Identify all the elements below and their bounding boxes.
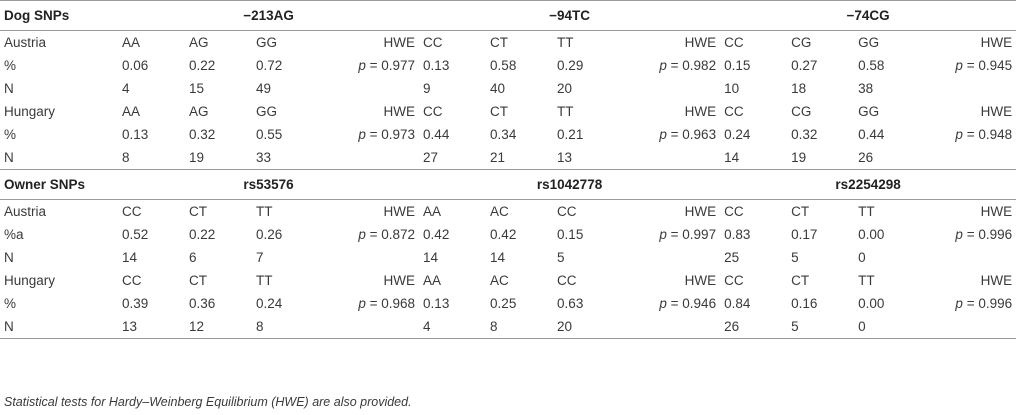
table-cell: CT — [189, 273, 207, 288]
dog-section-label: Dog SNPs — [0, 1, 118, 31]
table-cell: 4 — [122, 81, 130, 96]
table-cell: 0.42 — [490, 227, 517, 242]
table-cell: 18 — [791, 81, 807, 96]
hwe-label — [319, 146, 419, 170]
table-cell: 33 — [252, 146, 319, 170]
p-symbol: p — [358, 127, 366, 142]
table-cell: AG — [189, 35, 209, 50]
p-value-text: = 0.946 — [670, 296, 717, 311]
table-cell: CT — [791, 273, 810, 288]
hwe-p-value — [620, 223, 720, 246]
table-cell: 14 — [720, 146, 787, 170]
hwe-p-value — [319, 292, 419, 315]
table-cell: AA — [423, 273, 442, 288]
table-cell: AA — [122, 35, 141, 50]
row-label: N — [4, 81, 14, 96]
table-cell: 0.00 — [858, 227, 885, 242]
table-cell: CC — [724, 104, 744, 119]
table-cell: 0.15 — [557, 227, 584, 242]
table-cell: CG — [791, 35, 812, 50]
table-cell: 0.17 — [791, 227, 818, 242]
table-cell: CC — [724, 204, 744, 219]
table-cell: 19 — [787, 146, 854, 170]
hwe-p-value — [319, 54, 419, 77]
dog-gene-header: −213AG — [118, 1, 419, 31]
table-cell: 0.63 — [557, 296, 584, 311]
table-cell: CC — [724, 273, 744, 288]
p-value-text: = 0.996 — [966, 296, 1013, 311]
table-cell: 0.22 — [189, 58, 216, 73]
table-cell: TT — [557, 35, 574, 50]
table-cell: 5 — [557, 250, 565, 265]
hwe-label — [921, 315, 1016, 339]
hwe-label: HWE — [684, 273, 717, 288]
hwe-p-value — [921, 54, 1016, 77]
table-cell: CC — [557, 273, 577, 288]
table-row — [0, 292, 1016, 315]
hwe-p-value — [921, 223, 1016, 246]
hwe-label — [319, 77, 419, 100]
p-value-text: = 0.982 — [670, 58, 717, 73]
table-cell: 0.39 — [122, 296, 149, 311]
table-cell: CC — [122, 204, 142, 219]
table-cell: 0.72 — [256, 58, 283, 73]
table-row — [0, 31, 1016, 55]
p-value-text: = 0.872 — [369, 227, 416, 242]
table-cell: 9 — [423, 81, 431, 96]
owner-gene-header: rs53576 — [118, 170, 419, 200]
table-cell: TT — [858, 273, 875, 288]
hwe-label: HWE — [980, 273, 1013, 288]
table-cell: TT — [858, 204, 875, 219]
table-cell: AG — [189, 104, 209, 119]
hwe-label — [921, 77, 1016, 100]
p-symbol: p — [659, 127, 667, 142]
table-cell: AC — [490, 273, 509, 288]
table-cell: CT — [189, 204, 207, 219]
table-cell: 6 — [189, 250, 197, 265]
table-cell: GG — [858, 35, 880, 50]
table-cell: 0.52 — [122, 227, 149, 242]
table-cell: 0 — [854, 315, 921, 339]
hwe-label: HWE — [980, 204, 1013, 219]
table-cell: 0.26 — [256, 227, 283, 242]
dog-header-row — [0, 1, 1016, 31]
p-symbol: p — [659, 296, 667, 311]
table-cell: 10 — [724, 81, 740, 96]
table-cell: 0.83 — [724, 227, 751, 242]
table-cell: 21 — [486, 146, 553, 170]
table-cell: 26 — [720, 315, 787, 339]
table-row — [0, 77, 1016, 100]
table-row — [0, 269, 1016, 292]
p-value-text: = 0.997 — [670, 227, 717, 242]
hwe-p-value — [620, 123, 720, 146]
p-symbol: p — [358, 227, 366, 242]
table-cell: 0.00 — [858, 296, 885, 311]
table-cell: AA — [423, 204, 442, 219]
p-value-text: = 0.948 — [966, 127, 1013, 142]
p-symbol: p — [358, 296, 366, 311]
table-row — [0, 146, 1016, 170]
table-cell: 20 — [557, 81, 573, 96]
table-cell: 0.32 — [791, 127, 818, 142]
hwe-p-value — [319, 223, 419, 246]
table-cell: GG — [256, 35, 278, 50]
table-cell: 0.34 — [490, 127, 517, 142]
table-cell: GG — [256, 104, 278, 119]
hwe-label — [620, 146, 720, 170]
hwe-label — [319, 246, 419, 269]
hwe-label: HWE — [383, 273, 416, 288]
table-cell: 0.06 — [122, 58, 149, 73]
table-cell: 0.24 — [256, 296, 283, 311]
row-label: Hungary — [4, 273, 56, 288]
table-cell: 38 — [858, 81, 874, 96]
owner-gene-header: rs2254298 — [720, 170, 1016, 200]
table-cell: 40 — [490, 81, 506, 96]
table-cell: 0.22 — [189, 227, 216, 242]
owner-gene-header: rs1042778 — [419, 170, 720, 200]
row-label: % — [4, 296, 17, 311]
owner-section-label: Owner SNPs — [0, 170, 118, 200]
table-cell: 15 — [189, 81, 205, 96]
row-label: N — [0, 315, 118, 339]
table-cell: 49 — [256, 81, 272, 96]
table-cell: 0.58 — [490, 58, 517, 73]
p-symbol: p — [955, 227, 963, 242]
owner-header-row — [0, 170, 1016, 200]
p-value-text: = 0.977 — [369, 58, 416, 73]
hwe-label — [921, 246, 1016, 269]
table-cell: 0.44 — [858, 127, 885, 142]
table-cell: 0.25 — [490, 296, 517, 311]
hwe-label: HWE — [980, 35, 1013, 50]
table-cell: CC — [122, 273, 142, 288]
table-cell: 19 — [185, 146, 252, 170]
table-row — [0, 200, 1016, 224]
p-symbol: p — [659, 58, 667, 73]
hwe-label: HWE — [383, 35, 416, 50]
table-cell: 5 — [787, 315, 854, 339]
table-cell: 4 — [419, 315, 486, 339]
table-cell: 8 — [118, 146, 185, 170]
table-cell: 12 — [185, 315, 252, 339]
hwe-label — [620, 315, 720, 339]
table-cell: 0.13 — [122, 127, 149, 142]
row-label: %a — [4, 227, 24, 242]
hwe-label: HWE — [383, 104, 416, 119]
p-symbol: p — [955, 58, 963, 73]
dog-gene-header: −74CG — [720, 1, 1016, 31]
p-value-text: = 0.945 — [966, 58, 1013, 73]
hwe-label: HWE — [684, 104, 717, 119]
hwe-label: HWE — [684, 35, 717, 50]
table-cell: 5 — [791, 250, 799, 265]
table-cell: CT — [791, 204, 810, 219]
table-cell: 0.27 — [791, 58, 818, 73]
table-cell: 14 — [490, 250, 506, 265]
table-cell: 13 — [118, 315, 185, 339]
hwe-label — [921, 146, 1016, 170]
row-label: N — [4, 250, 14, 265]
table-row — [0, 223, 1016, 246]
table-cell: 14 — [423, 250, 439, 265]
p-value-text: = 0.996 — [966, 227, 1013, 242]
table-cell: CG — [791, 104, 812, 119]
table-cell: CT — [490, 104, 509, 119]
table-cell: 25 — [724, 250, 740, 265]
row-label: Hungary — [4, 104, 56, 119]
p-symbol: p — [659, 227, 667, 242]
table-cell: 0.44 — [423, 127, 450, 142]
table-cell: 26 — [854, 146, 921, 170]
table-cell: CC — [557, 204, 577, 219]
row-label: N — [0, 146, 118, 170]
p-value-text: = 0.973 — [369, 127, 416, 142]
table-cell: 0.16 — [791, 296, 818, 311]
table-cell: TT — [256, 273, 273, 288]
table-cell: 8 — [486, 315, 553, 339]
row-label: % — [4, 58, 17, 73]
table-cell: CC — [423, 35, 443, 50]
table-cell: 14 — [122, 250, 138, 265]
table-cell: 27 — [419, 146, 486, 170]
table-cell: AA — [122, 104, 141, 119]
row-label: Austria — [4, 35, 47, 50]
table-cell: 0.55 — [256, 127, 283, 142]
hwe-p-value — [620, 54, 720, 77]
table-cell: 0.29 — [557, 58, 584, 73]
table-cell: 7 — [256, 250, 264, 265]
dog-gene-header: −94TC — [419, 1, 720, 31]
table-cell: 20 — [553, 315, 620, 339]
table-row — [0, 315, 1016, 339]
hwe-label: HWE — [980, 104, 1013, 119]
p-value-text: = 0.968 — [369, 296, 416, 311]
table-cell: 0.13 — [423, 58, 450, 73]
hwe-label: HWE — [684, 204, 717, 219]
row-label: % — [4, 127, 17, 142]
hwe-label: HWE — [383, 204, 416, 219]
table-cell: 0.21 — [557, 127, 584, 142]
table-cell: CC — [423, 104, 443, 119]
p-symbol: p — [358, 58, 366, 73]
hwe-label — [319, 315, 419, 339]
table-footnote: Statistical tests for Hardy–Weinberg Equilibrium (HWE) are also provided. — [4, 395, 412, 409]
table-cell: 0.58 — [858, 58, 885, 73]
hwe-label — [620, 77, 720, 100]
hwe-p-value — [921, 292, 1016, 315]
table-cell: 0.42 — [423, 227, 450, 242]
table-row — [0, 54, 1016, 77]
table-cell: 0.84 — [724, 296, 751, 311]
table-row — [0, 246, 1016, 269]
table-cell: 0.24 — [724, 127, 751, 142]
p-symbol: p — [955, 127, 963, 142]
table-cell: CT — [490, 35, 509, 50]
p-value-text: = 0.963 — [670, 127, 717, 142]
table-cell: GG — [858, 104, 880, 119]
table-cell: TT — [256, 204, 273, 219]
table-cell: 13 — [553, 146, 620, 170]
table-row — [0, 123, 1016, 146]
table-cell: AC — [490, 204, 509, 219]
row-label: Austria — [4, 204, 47, 219]
table-row — [0, 100, 1016, 123]
hwe-label — [620, 246, 720, 269]
table-cell: 0.32 — [189, 127, 216, 142]
table-cell: 0.36 — [189, 296, 216, 311]
table-cell: TT — [557, 104, 574, 119]
hwe-p-value — [319, 123, 419, 146]
table-cell: CC — [724, 35, 744, 50]
table-cell: 0.13 — [423, 296, 450, 311]
hwe-p-value — [921, 123, 1016, 146]
hwe-p-value — [620, 292, 720, 315]
p-symbol: p — [955, 296, 963, 311]
table-cell: 0 — [858, 250, 866, 265]
table-cell: 0.15 — [724, 58, 751, 73]
table-cell: 8 — [252, 315, 319, 339]
